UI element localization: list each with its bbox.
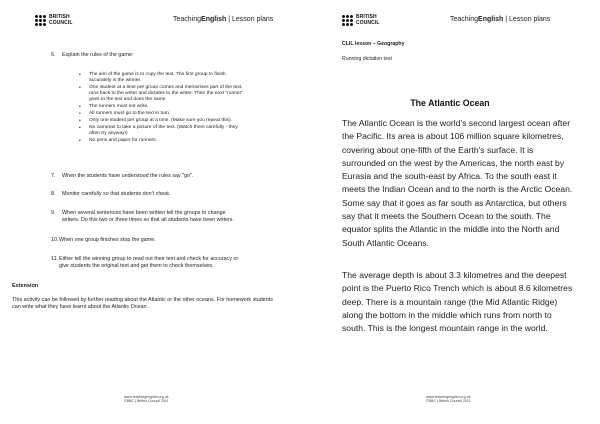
extension-heading: Extension [12,283,39,289]
header-teaching: Teaching [450,16,479,23]
running-dictation-subheading: Running dictation text [342,56,392,62]
logo-line2: COUNCIL [356,19,380,26]
rule-item: • One student at a time per group comes and memorises part of the text, runs back to the writer and dictates to the writer. Then the next "runner" goes to the text and does the same. [79,85,249,103]
footer-copyright: ©BBC | British Council 2011 [124,399,169,404]
header-english: English [478,16,504,23]
rule-item: • No pens and paper for runners. [79,138,249,144]
rule-item: • Only one student per group at a time. (Make sure you repeat this). [79,118,249,124]
header-english: English [201,16,227,23]
logo-line1: BRITISH [356,14,377,20]
page-footer [124,395,169,404]
header-teaching: Teaching [173,16,202,23]
british-council-logo [35,15,72,26]
rule-item: • No cameras to take a picture of the text. (Watch them carefully - they often try anyway!) [79,125,249,137]
footer-url: www.teachingenglish.org.uk [124,394,169,399]
footer-url: www.teachingenglish.org.uk [426,394,471,399]
article-paragraph-2: The average depth is about 3.3 kilometres and the deepest point is the Puerto Rico Trench which is about 8.6 kilometres deep. There is a mountain range (the Mid Atlantic Ridge) along the bottom in the middle which runs from north to south. This is the longest mountain range in the world. [342,270,573,334]
extension-paragraph: This activity can be followed by further reading about the Atlantic or the other oceans. For homework students can write what they have learnt about the Atlantic Ocean. [12,297,273,311]
step-6: 6. Explain the rules of the game: [51,52,134,58]
step-11: 11.Either tell the winning group to read out their text and check for accuracy or give students the original text and get them to check themselves. [51,256,239,269]
header-title [173,16,273,23]
clil-heading: CLIL lesson – Geography [342,41,405,47]
header-title [450,16,550,23]
step-7: 7. When the students have understood the rules say "go". [51,173,194,179]
step-9: 9. When several sentences have been written tell the groups to change writers. Do this two or three times so that all students have been writers. [51,210,234,223]
logo-line1: BRITISH [49,14,70,20]
rule-item: • The runners must not write. [79,104,249,110]
logo-dots-icon [342,15,353,26]
rule-item: • All runners must go to the text in turn. [79,111,249,117]
article-paragraph-1: The Atlantic Ocean is the world's second largest ocean after the Pacific. Its area is about 106 million square kilometres, covering about one-fifth of the Earth's surface. It is surrounded on the west by the Americas, the north east by Eurasia and the south-east by Africa. To the south east it meets the Indian Ocean and to the north is the Arctic Ocean. Some say that it goes as far south as Antarctica, but others say that it meets the Southern Ocean to the south. The equator splits the Atlantic in the middle into the North and South Atlantic Oceans. [342,118,573,248]
logo-line2: COUNCIL [49,19,73,26]
rule-item: • The aim of the game is to copy the text. The first group to finish accurately is the winner. [79,72,249,84]
step-10: 10.When one group finishes stop the game. [51,237,156,243]
article-title: The Atlantic Ocean [410,98,490,108]
logo-dots-icon [35,15,46,26]
british-council-logo [342,15,379,26]
header-lesson-plans: | Lesson plans [503,16,551,23]
footer-copyright: ©BBC | British Council 2011 [426,399,471,404]
rules-list [79,72,249,145]
page-footer [426,395,471,404]
header-lesson-plans: | Lesson plans [226,16,274,23]
step-8: 8. Monitor carefully so that students don't cheat. [51,191,171,197]
